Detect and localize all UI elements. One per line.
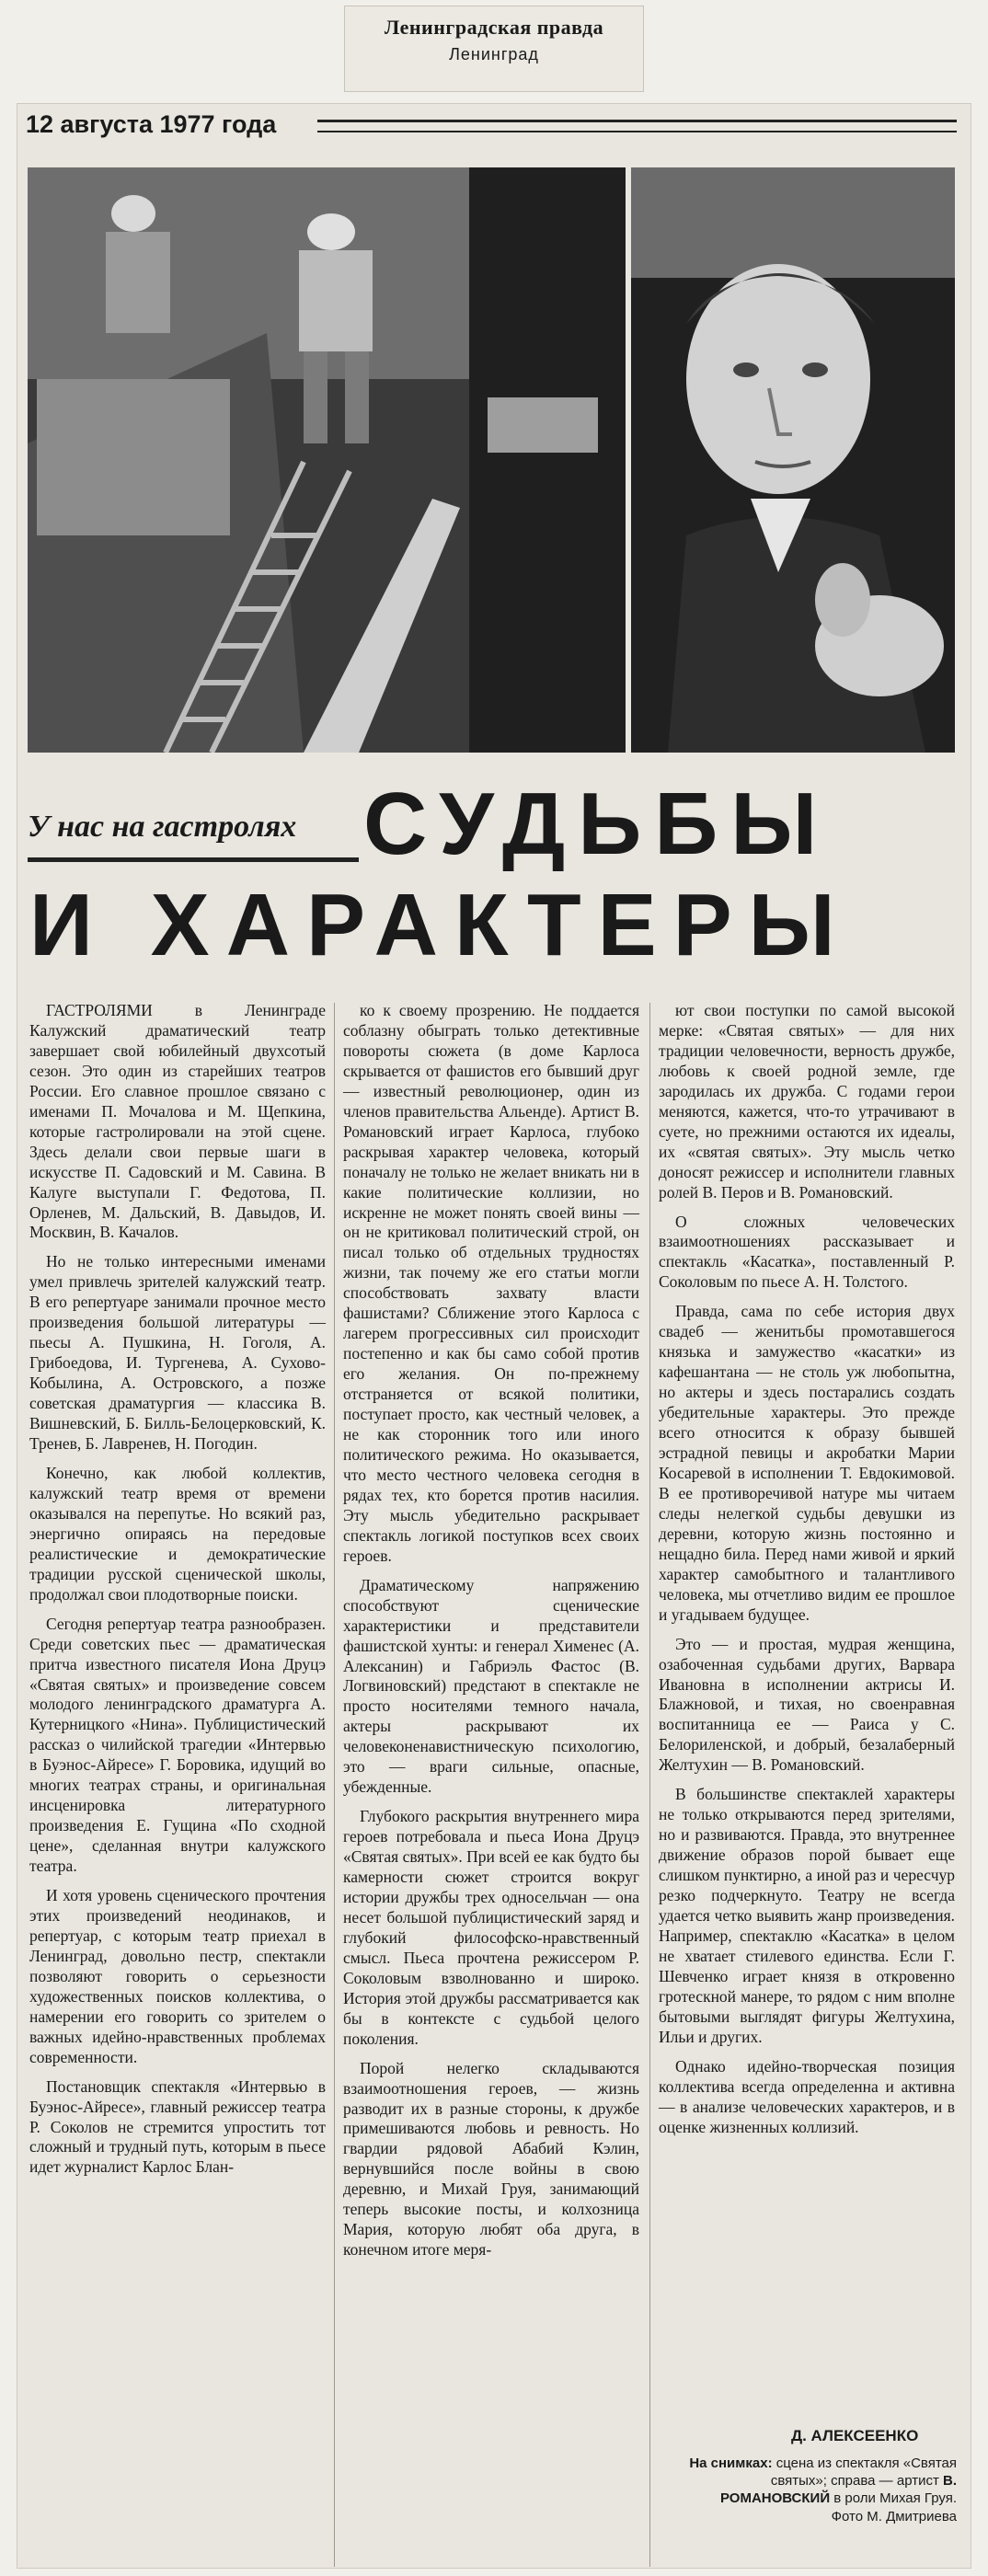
column-divider: [649, 1003, 650, 2567]
caption-text: сцена из спектакля «Святая святых»; справа — артист: [770, 2455, 957, 2490]
paragraph: ют свои поступки по самой высокой мерке: «Святая святых» — для них традиции человечности, верность дружбе, любовь к своей родной земле, где зародилась их дружба. С годами герои меняются, кажется, что-то утрачивают в суете, но прежними остаются их идеалы, их «святая святых». Эту мысль четко доносят режиссер и исполнители главных ролей В. Перов и В. Романовский.: [659, 1001, 955, 1202]
photo-credit: Фото М. Дмитриева: [831, 2508, 957, 2524]
paragraph: Однако идейно-творческая позиция коллектива всегда определенна и активна — в анализе человеческих характеров, и в оценке жизненных коллизий.: [659, 2056, 955, 2136]
paragraph: Драматическому напряжению способствуют сценические характеристики и представители фашистской хунты: и генерал Хименес (А. Алексанин) и Габриэль Фастос (В. Логвиновский) предстают в спектакле не просто носителями темного начала, актеры раскрывают их человеконенавистническую психологию, это — враги сильные, опасные, убежденные.: [343, 1575, 639, 1797]
rubric-underline: [28, 857, 359, 862]
stage-scene-photo: [28, 167, 626, 753]
paragraph: Но не только интересными именами умел привлечь зрителей калужский театр. В его репертуаре занимали прочное место произведения большой литературы — пьесы А. Пушкина, Н. Гоголя, А. Грибоедова, И. Тургенева, А. Сухово-Кобылина, А. Островского, а позже советская драматургия — классика В. Вишневский, Б. Билль-Белоцерковский, К. Тренев, Б. Лавренев, Н. Погодин.: [29, 1252, 326, 1454]
paragraph: Сегодня репертуар театра разнообразен. Среди советских пьес — драматическая притча известного писателя Иона Друцэ «Святая святых» и произведение совсем молодого ленинградского драматурга А. Кутерницкого «Нина». Публицистический рассказ о чилийской трагедии «Интервью в Буэнос-Айресе» Г. Боровика, идущий во многих театрах страны, и оригинальная инсценировка литературного произведения Е. Гущина «По сходной цене», сделанная внутри калужского театра.: [29, 1614, 326, 1876]
newspaper-city: Ленинград: [449, 45, 539, 63]
paragraph: Конечно, как любой коллектив, калужский театр время от времени оказывался на перепутье. Но всякий раз, энергично опираясь на передовые реалистические и демократические традиции русской сценической школы, продолжал свои плодотворные поиски.: [29, 1463, 326, 1604]
paragraph: Это — и простая, мудрая женщина, озабоченная судьбами других, Варвара Ивановна в исполнении актрисы И. Блажновой, и тихая, но своенравная воспитанница ее — Раиса у С. Белориленской, и добрый, безалаберный Желтухин — В. Романовский.: [659, 1634, 955, 1775]
paragraph: В большинстве спектаклей характеры не только открываются перед зрителями, но и развиваются. Правда, это внутреннее движение образов порой бывает еще слишком пунктирно, а иной раз и чересчур резко подчеркнуто. Театру не всегда удается четко выявить жанр произведения. Например, спектаклю «Касатка» в целом не хватает стилевого единства. Если Г. Шевченко играет князя в откровенно гротескной манере, то рядом с ним вполне бытовыми выглядят фигуры Желтухина, Ильи и других.: [659, 1785, 955, 2046]
column-divider: [334, 1003, 335, 2567]
newspaper-stamp: [344, 6, 644, 92]
paragraph: И хотя уровень сценического прочтения этих произведений неодинаков, и репертуар, с которым театр приехал в Ленинград, довольно пестр, спектакли позволяют говорить о серьезности художественных поисков коллектива, о намерении его говорить со зрителем о важных идейно-нравственных проблемах современности.: [29, 1886, 326, 2066]
paragraph: ГАСТРОЛЯМИ в Ленинграде Калужский драматический театр завершает свой юбилейный двухсотый сезон. Это один из старейших театров России. Его славное прошлое связано с именами П. Мочалова и М. Щепкина, которые гастролировали на этой сцене. Здесь делали свои первые шаги в искусстве П. Садовский и М. Савина. В Калуге выступали Г. Федотова, П. Орленев, М. Дальский, В. Давыдов, И. Москвин, В. Качалов.: [29, 1001, 326, 1242]
caption-role: в роли Михая Груя.: [833, 2490, 957, 2507]
author-signature: Д. АЛЕКСЕЕНКО: [791, 2427, 919, 2444]
publication-date: 12 августа 1977 года: [26, 110, 277, 138]
article-column-3: [659, 1001, 955, 2146]
caption-label: На снимках:: [689, 2455, 773, 2471]
photo-caption: [659, 2455, 957, 2525]
paragraph: О сложных человеческих взаимоотношениях рассказывает и спектакль «Касатка», поставленный Р. Соколовым по пьесе А. Н. Толстого.: [659, 1212, 955, 1292]
headline-line-2: И ХАРАКТЕРЫ: [29, 876, 852, 974]
caption-actor-name: В. РОМАНОВСКИЙ: [719, 2473, 957, 2507]
newspaper-name: Ленинградская правда: [384, 16, 604, 39]
paragraph: Постановщик спектакля «Интервью в Буэнос-Айресе», главный режиссер театра Р. Соколов не стремится упростить тот сложный и трудный путь, которым в пьесе идет журналист Карлос Блан-: [29, 2076, 326, 2177]
actor-portrait-photo: [631, 167, 955, 753]
date-rule: [317, 120, 957, 132]
article-column-2: [343, 1001, 639, 2270]
headline-line-1: СУДЬБЫ: [363, 775, 831, 873]
article-column-1: [29, 1001, 326, 2187]
paragraph: Правда, сама по себе история двух свадеб — женитьбы промотавшегося князька и замужество «касатки» из кафешантана — не столь уж любопытна, но актеры и здесь постарались создать убедительные характеры. Это прежде всего относится к образу бывшей эстрадной певицы и акробатки Марии Косаревой в исполнении Т. Евдокимовой. В ее противоречивой натуре мы читаем следы нелегкой судьбы девушки из деревни, которую жизнь постоянно и нещадно била. Перед нами живой и яркий характер самобытного и талантливого человека, мы отчетливо видим ее прошлое и угадываем будущее.: [659, 1302, 955, 1624]
section-rubric: У нас на гастролях: [28, 810, 297, 844]
paragraph: Глубокого раскрытия внутреннего мира героев потребовала и пьеса Иона Друцэ «Святая святых». При всей ее как будто бы камерности сюжет строится вокруг истории дружбы трех односельчан — она несет большой публицистический заряд и глубокий философско-нравственный смысл. Пьеса прочтена режиссером Р. Соколовым взволнованно и широко. История этой дружбы рассматривается как бы в контексте с судьбой целого поколения.: [343, 1807, 639, 2048]
paragraph: Порой нелегко складываются взаимоотношения героев, — жизнь разводит их в разные стороны, к дружбе примешиваются любовь и ревность. Но гвардии рядовой Абабий Кэлин, вернувшийся после войны в свою деревню, и Михай Груя, занимающий теперь высокие посты, и колхозница Мария, которую любят оба друга, в конечном итоге меря-: [343, 2058, 639, 2260]
paragraph: ко к своему прозрению. Не поддается соблазну обыграть только детективные повороты сюжета (в доме Карлоса скрывается от фашистов его бывший друг — известный революционер, один из членов правительства Альенде). Артист В. Романовский играет Карлоса, глубоко раскрывая характер человека, который поначалу не только не желает вникать ни в какие политические коллизии, но искренне не может понять своей вины — он не критиковал политический строй, он писал только об отдельных трудностях жизни, так почему же его статьи могли способствовать захвату власти фашистами? Сближение этого Карлоса с лагерем прогрессивных сил происходит постепенно и как бы само собой против его желания. Он по-прежнему отстраняется от всякой политики, поступает просто, как честный человек, а не как сторонник того или иного политического режима. Но оказывается, что место честного человека сегодня в рядах тех, кто борется против насилия. Эту мысль убедительно раскрывает спектакль логикой поступков всех своих героев.: [343, 1001, 639, 1565]
